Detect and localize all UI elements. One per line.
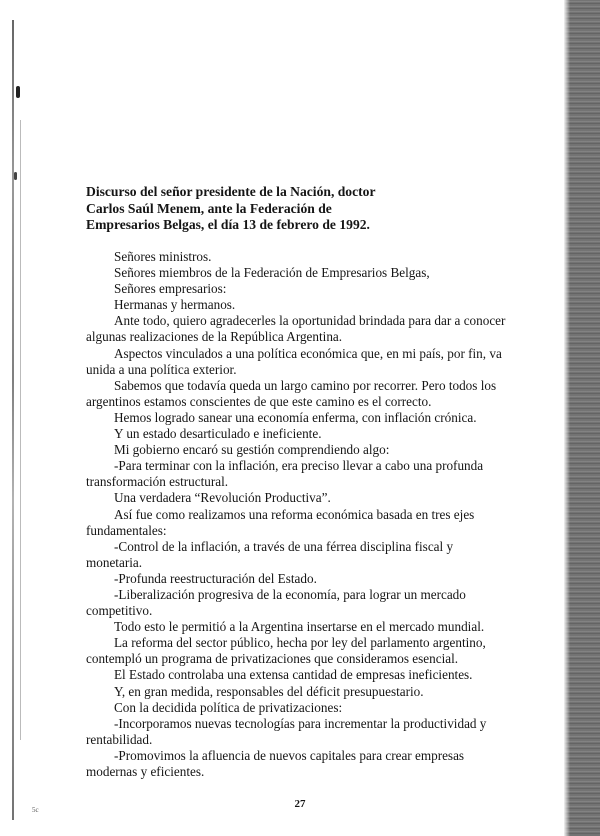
scan-smudge <box>16 86 20 98</box>
paragraph: Sabemos que todavía queda un largo camino por recorrer. Pero todos los argentinos estamos conscientes de que este camino es el correcto. <box>86 377 497 409</box>
title-line: Discurso del señor presidente de la Nación, doctor <box>86 184 376 199</box>
scan-left-edge <box>0 0 28 836</box>
paragraph: Y, en gran medida, responsables del déficit presupuestario. <box>114 683 424 699</box>
paragraph: Señores ministros. <box>114 249 212 264</box>
paragraph: Y un estado desarticulado e ineficiente. <box>114 426 322 442</box>
scan-edge-line <box>20 120 21 740</box>
title-line: Empresarios Belgas, el día 13 de febrero de 1992. <box>86 217 370 232</box>
page-number: 27 <box>294 798 306 810</box>
corner-mark: 5c <box>32 806 39 814</box>
paragraph: Una verdadera “Revolución Productiva”. <box>114 490 331 506</box>
paragraph: Aspectos vinculados a una política económica que, en mi país, por fin, va unida a una política exterior. <box>86 345 502 377</box>
paragraph: Hermanas y hermanos. <box>114 297 236 313</box>
paragraph: Con la decidida política de privatizaciones: <box>114 699 343 715</box>
paragraph: -Incorporamos nuevas tecnologías para incrementar la productividad y rentabilidad. <box>86 715 487 747</box>
scan-smudge <box>14 172 17 180</box>
paragraph: Hemos logrado sanear una economía enferma, con inflación crónica. <box>114 409 477 425</box>
paragraph: -Profunda reestructuración del Estado. <box>114 570 317 586</box>
paragraph: Ante todo, quiero agradecerles la oportunidad brindada para dar a conocer algunas realizaciones de la República Argentina. <box>86 313 506 345</box>
paragraph: -Liberalización progresiva de la economía, para lograr un mercado competitivo. <box>86 586 466 619</box>
paragraph: Mi gobierno encaró su gestión comprendiendo algo: <box>114 442 390 458</box>
paragraph: -Promovimos la afluencia de nuevos capitales para crear empresas modernas y eficientes. <box>86 747 465 779</box>
scan-right-edge <box>564 0 600 836</box>
paragraph: La reforma del sector público, hecha por ley del parlamento argentino, contempló un programa de privatizaciones que consideramos esencial. <box>86 635 486 667</box>
scan-edge-line <box>12 20 14 820</box>
paragraph: Señores miembros de la Federación de Empresarios Belgas, <box>114 265 430 281</box>
speech-body <box>86 249 506 780</box>
paragraph: Todo esto le permitió a la Argentina insertarse en el mercado mundial. <box>114 619 485 635</box>
paragraph: -Control de la inflación, a través de una férrea disciplina fiscal y monetaria. <box>86 538 454 570</box>
paragraph: Señores empresarios: <box>114 281 227 297</box>
speech-title <box>86 184 516 234</box>
title-line: Carlos Saúl Menem, ante la Federación de <box>86 200 332 216</box>
paragraph: El Estado controlaba una extensa cantidad de empresas ineficientes. <box>114 667 473 683</box>
paragraph: -Para terminar con la inflación, era preciso llevar a cabo una profunda transformación estructural. <box>86 458 484 490</box>
paragraph: Así fue como realizamos una reforma económica basada en tres ejes fundamentales: <box>86 506 475 538</box>
